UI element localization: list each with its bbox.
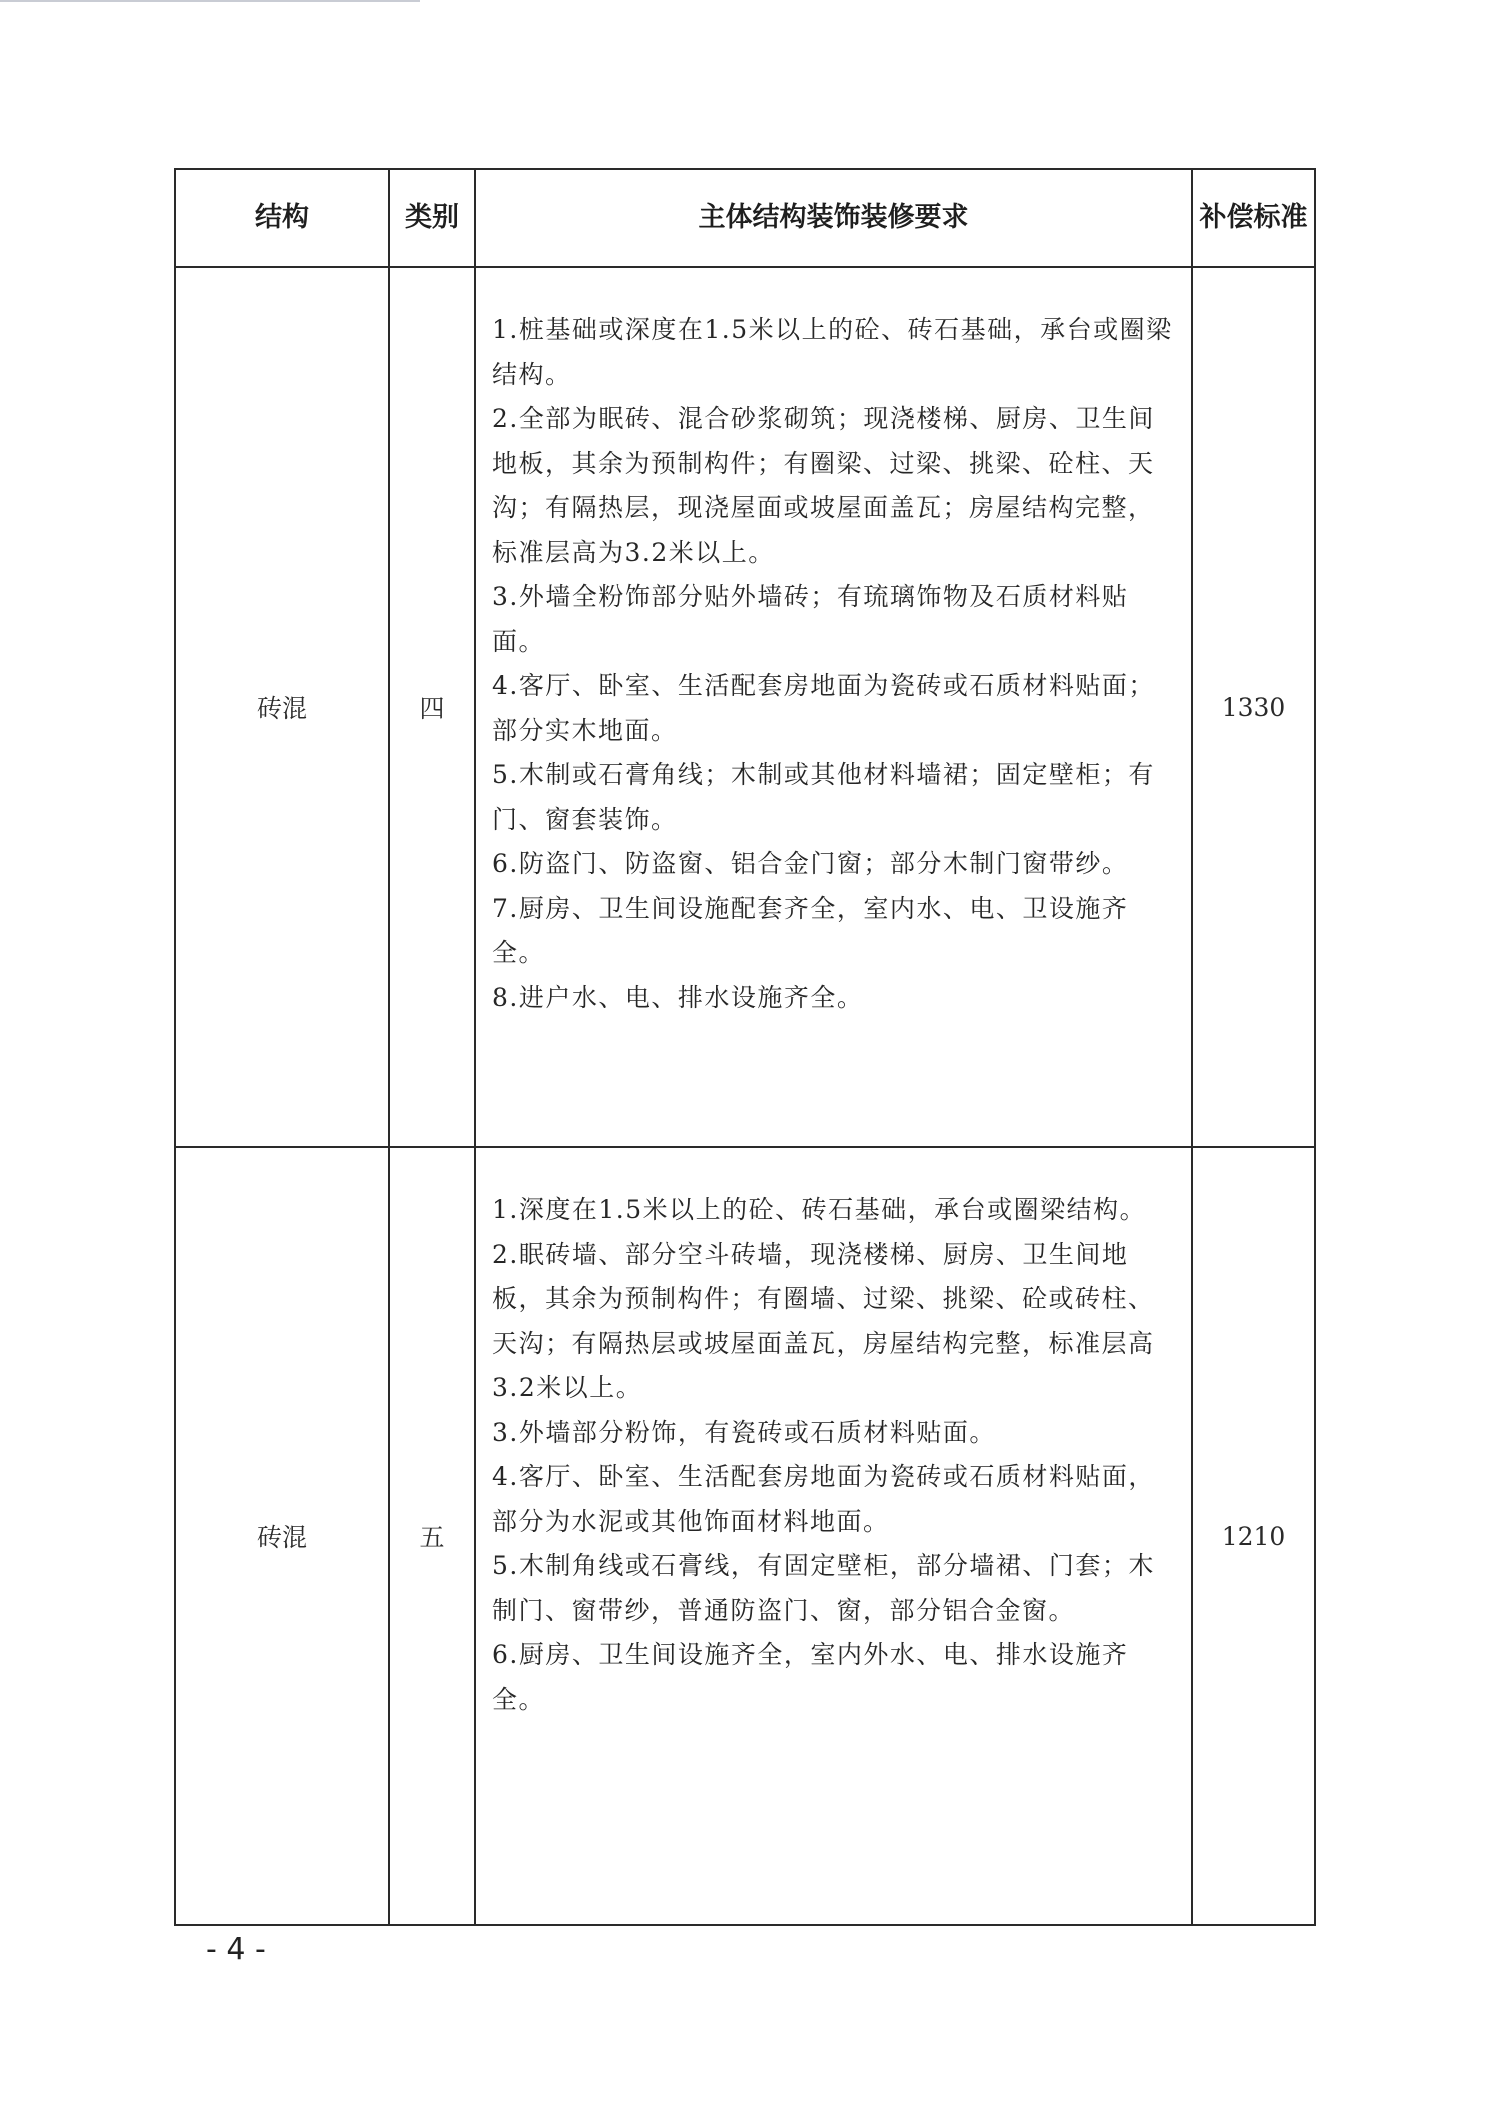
table-header-row	[175, 169, 1315, 267]
table-row	[175, 267, 1315, 1147]
structure-cell: 砖混	[175, 267, 389, 1147]
requirement-item: 6.厨房、卫生间设施齐全，室内外水、电、排水设施齐全。	[492, 1640, 1129, 1714]
structure-cell: 砖混	[175, 1147, 389, 1925]
header-category: 类别	[389, 169, 475, 267]
header-requirements: 主体结构装饰装修要求	[475, 169, 1192, 267]
requirement-item: 3.外墙全粉饰部分贴外墙砖；有琉璃饰物及石质材料贴面。	[492, 582, 1129, 656]
header-structure: 结构	[175, 169, 389, 267]
compensation-standards-table	[174, 168, 1316, 1926]
requirement-item: 8.进户水、电、排水设施齐全。	[492, 982, 864, 1012]
requirement-item: 5.木制或石膏角线；木制或其他材料墙裙；固定壁柜；有门、窗套装饰。	[492, 760, 1155, 834]
header-compensation: 补偿标准	[1192, 169, 1315, 267]
table-row	[175, 1147, 1315, 1925]
requirement-item: 4.客厅、卧室、生活配套房地面为瓷砖或石质材料贴面，部分为水泥或其他饰面材料地面。	[492, 1462, 1155, 1536]
requirements-cell	[475, 267, 1192, 1147]
requirement-item: 1.桩基础或深度在1.5米以上的砼、砖石基础，承台或圈梁结构。	[492, 315, 1173, 389]
top-edge-rule	[0, 0, 420, 2]
requirement-item: 7.厨房、卫生间设施配套齐全，室内水、电、卫设施齐全。	[492, 893, 1129, 967]
requirement-item: 4.客厅、卧室、生活配套房地面为瓷砖或石质材料贴面；部分实木地面。	[492, 671, 1155, 745]
requirement-item: 3.外墙部分粉饰，有瓷砖或石质材料贴面。	[492, 1417, 996, 1447]
compensation-cell: 1210	[1192, 1147, 1315, 1925]
requirement-item: 6.防盗门、防盗窗、铝合金门窗；部分木制门窗带纱。	[492, 849, 1129, 878]
requirement-item: 1.深度在1.5米以上的砼、砖石基础，承台或圈梁结构。	[492, 1195, 1147, 1224]
requirement-item: 2.全部为眠砖、混合砂浆砌筑；现浇楼梯、厨房、卫生间地板，其余为预制构件；有圈梁、过梁、挑梁、砼柱、天沟；有隔热层，现浇屋面或坡屋面盖瓦；房屋结构完整，标准层高为3.2米以上。	[492, 404, 1155, 567]
requirement-item: 5.木制角线或石膏线，有固定壁柜，部分墙裙、门套；木制门、窗带纱，普通防盗门、窗，部分铝合金窗。	[492, 1551, 1155, 1625]
compensation-cell: 1330	[1192, 267, 1315, 1147]
page-number: - 4 -	[206, 1932, 266, 1967]
requirements-cell	[475, 1147, 1192, 1925]
category-cell: 五	[389, 1147, 475, 1925]
requirement-item: 2.眠砖墙、部分空斗砖墙，现浇楼梯、厨房、卫生间地板，其余为预制构件；有圈墙、过梁、挑梁、砼或砖柱、天沟；有隔热层或坡屋面盖瓦，房屋结构完整，标准层高3.2米以上。	[492, 1239, 1155, 1402]
category-cell: 四	[389, 267, 475, 1147]
